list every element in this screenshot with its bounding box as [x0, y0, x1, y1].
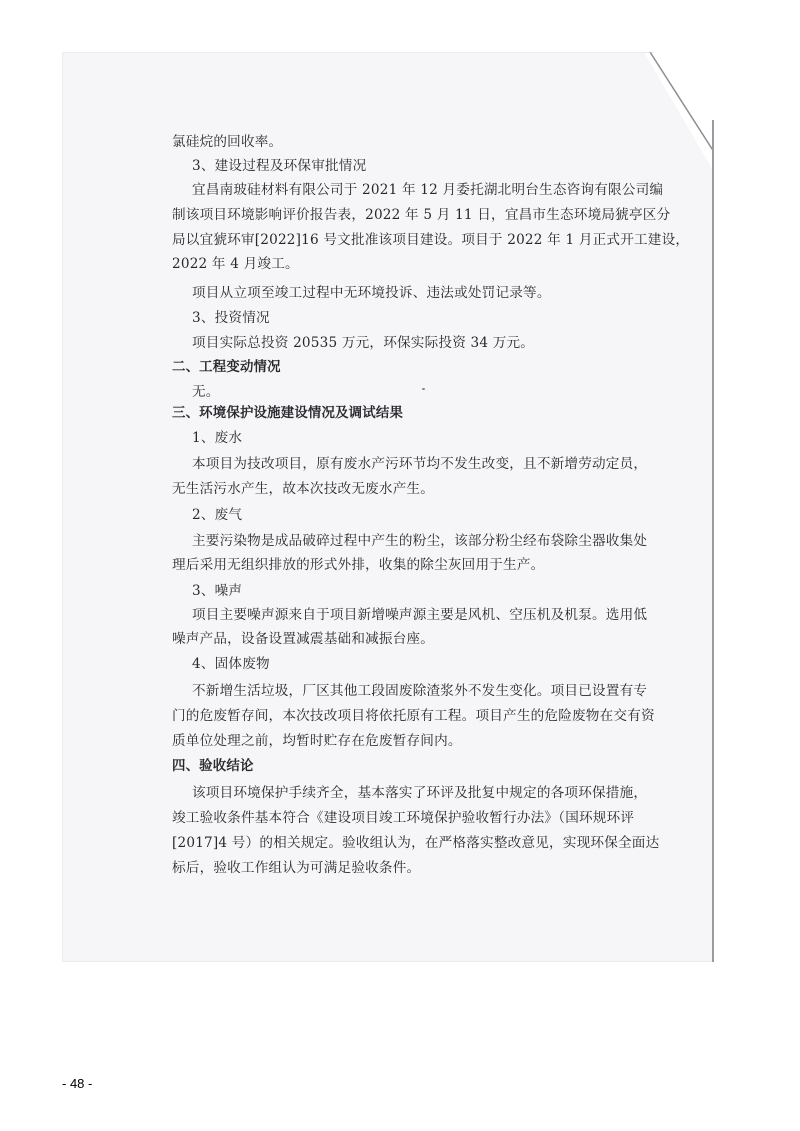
scanned-page: [62, 52, 714, 962]
text-line: 竣工验收条件基本符合《建设项目竣工环境保护验收暂行办法》（国环规环评: [172, 810, 635, 826]
text-line: 3、建设过程及环保审批情况: [192, 158, 367, 174]
text-line: 标后，验收工作组认为可满足验收条件。: [172, 860, 421, 876]
folded-corner: [644, 52, 714, 172]
text-line: 质单位处理之前，均暂时贮存在危废暂存间内。: [172, 733, 462, 749]
section-heading: 四、验收结论: [172, 759, 254, 774]
text-line: 项目从立项至竣工过程中无环境投诉、违法或处罚记录等。: [192, 285, 551, 301]
text-line: 氯硅烷的回收率。: [172, 134, 283, 150]
text-line: 本项目为技改项目，原有废水产污环节均不发生改变，且不新增劳动定员，: [192, 456, 648, 472]
text-line: 项目实际总投资 20535 万元，环保实际投资 34 万元。: [192, 335, 535, 351]
text-line: 主要污染物是成品破碎过程中产生的粉尘，该部分粉尘经布袋除尘器收集处: [192, 533, 648, 549]
page-number: - 48 -: [62, 1076, 93, 1091]
text-line: 3、噪声: [192, 583, 243, 599]
text-line: 该项目环境保护手续齐全，基本落实了环评及批复中规定的各项环保措施，: [192, 785, 648, 801]
text-line: 4、固体废物: [192, 656, 270, 672]
text-line: 3、投资情况: [192, 310, 270, 326]
text-line: 无生活污水产生，故本次技改无废水产生。: [172, 481, 435, 497]
text-line: 无。: [192, 384, 220, 400]
section-heading: 三、环境保护设施建设情况及调试结果: [172, 406, 404, 421]
text-line: 2、废气: [192, 507, 243, 523]
text-line: 1、废水: [192, 430, 243, 446]
text-line: 局以宜猇环审[2022]16 号文批准该项目建设。项目于 2022 年 1 月正式开工建设，: [172, 232, 690, 248]
text-line: [2017]4 号）的相关规定。验收组认为，在严格落实整改意见，实现环保全面达: [172, 835, 660, 851]
text-line: 理后采用无组织排放的形式外排，收集的除尘灰回用于生产。: [172, 557, 545, 573]
text-line: 门的危废暂存间，本次技改项目将依托原有工程。项目产生的危险废物在交有资: [172, 708, 655, 724]
page-edge: [712, 120, 714, 962]
text-line: 宜昌南玻硅材料有限公司于 2021 年 12 月委托湖北明台生态咨询有限公司编: [192, 182, 664, 198]
text-line: 项目主要噪声源来自于项目新增噪声源主要是风机、空压机及机泵。选用低: [192, 607, 648, 623]
section-heading: 二、工程变动情况: [172, 360, 281, 375]
text-line: 2022 年 4 月竣工。: [172, 256, 299, 272]
scan-speck: [422, 388, 425, 390]
text-line: 不新增生活垃圾，厂区其他工段固废除渣浆外不发生变化。项目已设置有专: [192, 683, 648, 699]
text-line: 噪声产品，设备设置减震基础和减振台座。: [172, 631, 435, 647]
text-line: 制该项目环境影响评价报告表，2022 年 5 月 11 日，宜昌市生态环境局猇亭区分: [172, 207, 671, 223]
